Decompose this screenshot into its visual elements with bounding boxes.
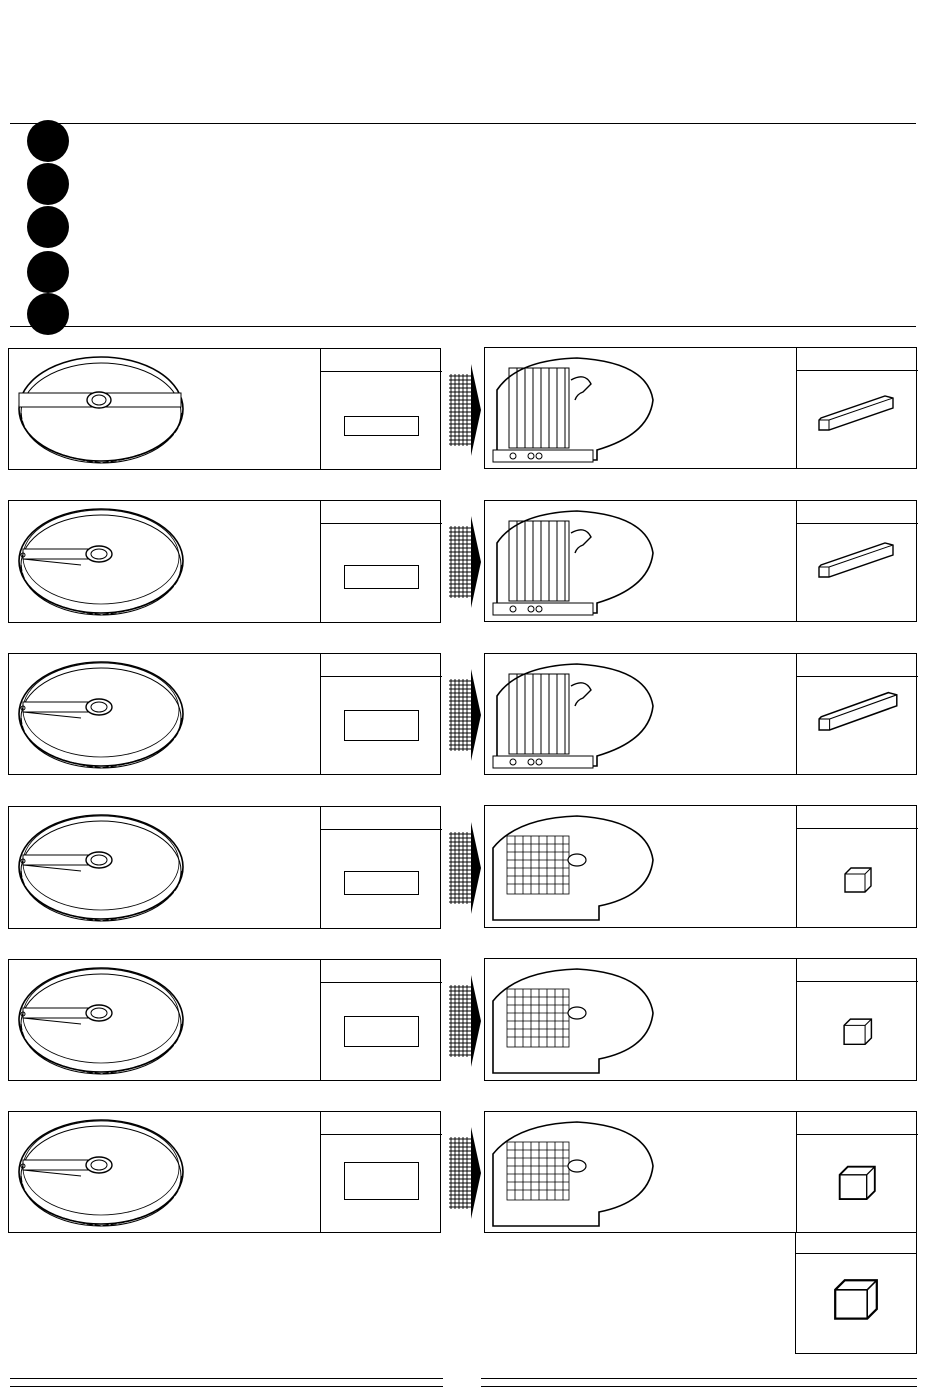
result-header <box>796 1233 916 1254</box>
extra-result-cell <box>795 1232 917 1354</box>
result-cell <box>796 806 918 927</box>
slicer-code-cell <box>320 807 442 928</box>
footer-rule-left-1 <box>10 1378 443 1379</box>
result-header <box>797 806 918 829</box>
slicer-panel-4 <box>8 806 441 929</box>
slicer-disc-icon <box>11 964 191 1080</box>
dicer-panel-1 <box>484 347 917 469</box>
slicer-code-box <box>344 1016 419 1047</box>
cube-icon <box>832 1277 884 1325</box>
slicer-code-cell <box>320 349 442 469</box>
arrow-icon <box>447 514 483 610</box>
language-marker-2 <box>27 163 69 205</box>
result-header <box>797 1112 918 1135</box>
slicer-code-cell <box>320 501 442 622</box>
slicer-code-header <box>321 501 442 524</box>
cube-icon <box>837 1164 881 1204</box>
arrow-icon <box>447 973 483 1069</box>
slicer-disc-icon <box>11 658 191 774</box>
dicing-grid-icon <box>487 656 657 772</box>
language-marker-5 <box>27 293 69 335</box>
result-cell <box>796 1112 918 1232</box>
stick-icon <box>817 537 897 581</box>
dicing-grid-icon <box>487 503 657 619</box>
slicer-disc-icon <box>11 505 191 621</box>
dicer-panel-3 <box>484 653 917 775</box>
slicer-code-box <box>344 416 419 436</box>
slicer-panel-5 <box>8 959 441 1081</box>
slicer-code-cell <box>320 960 442 1080</box>
slicer-code-header <box>321 960 442 983</box>
slicer-disc-icon <box>11 811 191 927</box>
language-marker-4 <box>27 251 69 293</box>
slicer-code-box <box>344 710 419 741</box>
dicing-grid-icon <box>487 1114 657 1232</box>
slicer-disc-icon <box>11 1116 191 1232</box>
slicer-panel-2 <box>8 500 441 623</box>
arrow-icon <box>447 667 483 763</box>
result-header <box>797 654 918 677</box>
footer-rule-right-2 <box>481 1386 917 1387</box>
dicer-panel-4 <box>484 805 917 928</box>
result-cell <box>796 654 918 774</box>
slicer-code-cell <box>320 1112 442 1232</box>
dicing-grid-icon <box>487 961 657 1079</box>
stick-icon <box>817 686 901 734</box>
slicer-code-header <box>321 1112 442 1135</box>
slicer-code-box <box>344 1162 419 1200</box>
dicer-panel-5 <box>484 958 917 1081</box>
result-header <box>797 959 918 982</box>
slicer-code-box <box>344 565 419 589</box>
footer-rule-right-1 <box>481 1378 917 1379</box>
slicer-code-box <box>344 871 419 895</box>
dicer-panel-2 <box>484 500 917 622</box>
slicer-code-header <box>321 654 442 677</box>
slicer-panel-1 <box>8 348 441 470</box>
dicing-grid-icon <box>487 350 657 466</box>
slicer-panel-3 <box>8 653 441 775</box>
language-marker-3 <box>27 206 69 248</box>
dicing-grid-icon <box>487 808 657 926</box>
slicer-disc-icon <box>11 351 191 467</box>
arrow-icon <box>447 1125 483 1221</box>
slicer-code-cell <box>320 654 442 774</box>
header-top-rule <box>10 123 916 124</box>
dicer-panel-6 <box>484 1111 917 1233</box>
result-cell <box>796 959 918 1080</box>
arrow-icon <box>447 362 483 458</box>
slicer-code-header <box>321 349 442 372</box>
slicer-code-header <box>321 807 442 830</box>
result-header <box>797 348 918 371</box>
stick-icon <box>817 390 897 434</box>
header-bottom-rule <box>10 326 916 327</box>
footer-rule-left-2 <box>10 1386 443 1387</box>
result-header <box>797 501 918 524</box>
arrow-icon <box>447 820 483 916</box>
result-cell <box>796 348 918 468</box>
cube-icon <box>843 866 875 896</box>
cube-icon <box>842 1017 876 1049</box>
result-cell <box>796 501 918 621</box>
language-marker-1 <box>27 120 69 162</box>
slicer-panel-6 <box>8 1111 441 1233</box>
